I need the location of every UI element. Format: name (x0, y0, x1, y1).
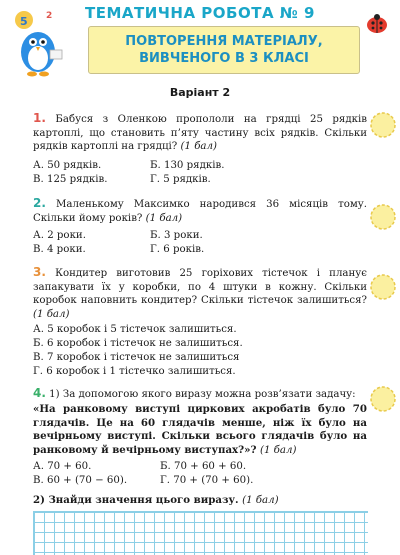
svg-text:2: 2 (46, 11, 53, 21)
q2-option-b: Б. 3 роки. (150, 230, 203, 241)
q4-option-a: А. 70 + 60. (33, 461, 92, 472)
question-4 (33, 387, 367, 402)
question-3-text: Кондитер виготовив 25 горіхових тістечок і планує запакувати їх у коробки, по 4 штуки в кожну. Скільки коробок наповнить кондитер? Скільки тістечок залишиться? (33, 268, 367, 307)
q4-option-c: В. 60 + (70 − 60). (33, 475, 128, 486)
question-1-score: (1 бал) (180, 141, 217, 153)
answer-grid[interactable] (33, 511, 368, 555)
q1-option-a: А. 50 рядків. (33, 160, 102, 171)
question-3 (33, 266, 367, 321)
q4-option-b: Б. 70 + 60 + 60. (160, 461, 247, 472)
q3-option-c: В. 7 коробок і тістечок не залишиться (33, 352, 240, 363)
sun-decoration-icon (368, 384, 398, 414)
question-4-part1: 1) За допомогою якого виразу можна розв’язати задачу: (49, 389, 356, 400)
question-3-score: (1 бал) (33, 308, 70, 320)
question-4-part2-text: 2) Знайди значення цього виразу. (33, 494, 239, 506)
q3-option-a: А. 5 коробок і 5 тістечок залишиться. (33, 324, 237, 335)
worksheet-title: ТЕМАТИЧНА РОБОТА № 9 (84, 4, 315, 22)
question-4-part2-score: (1 бал) (242, 495, 279, 506)
svg-text:5: 5 (20, 15, 28, 28)
bird-mascot-icon (6, 6, 68, 82)
q1-option-c: В. 125 рядків. (33, 174, 108, 185)
question-2-text: Маленькому Максимко народився 36 місяців тому. Скільки йому років? (33, 199, 367, 224)
question-1-number: 1. (33, 111, 46, 125)
sun-decoration-icon (368, 272, 398, 302)
banner-line-1: ПОВТОРЕННЯ МАТЕРІАЛУ, (125, 34, 323, 49)
question-2 (33, 197, 367, 225)
question-4-task-score: (1 бал) (259, 444, 297, 456)
question-2-number: 2. (33, 196, 46, 210)
q2-option-d: Г. 6 років. (150, 244, 205, 255)
q3-option-d: Г. 6 коробок і 1 тістечко залишиться. (33, 366, 236, 377)
question-4-part2 (33, 494, 279, 508)
banner-line-2: ВИВЧЕНОГО В 3 КЛАСІ (139, 51, 309, 66)
q1-option-b: Б. 130 рядків. (150, 160, 225, 171)
question-4-task (33, 403, 367, 457)
sun-decoration-icon (368, 202, 398, 232)
q2-option-c: В. 4 роки. (33, 244, 86, 255)
question-1-text: Бабуся з Оленкою пропололи на грядці 25 рядків картоплі, що становить п’яту частину всіх рядків. Скільки рядків картоплі на грядці? (33, 114, 367, 153)
q2-option-a: А. 2 роки. (33, 230, 86, 241)
ladybug-icon (364, 12, 390, 34)
question-1 (33, 112, 367, 154)
q4-option-d: Г. 70 + (70 + 60). (160, 475, 254, 486)
question-4-task-text: «На ранковому виступі циркових акробатів було 70 глядачів. Це на 60 глядачів менше, ніж їх було на вечірньому виступі. Скільки всього глядачів було на ранковому й вечірньому виступах?»? (33, 403, 367, 456)
sun-decoration-icon (368, 110, 398, 140)
question-3-number: 3. (33, 265, 46, 279)
question-2-score: (1 бал) (145, 212, 183, 224)
variant-label: Варіант 2 (169, 86, 231, 99)
question-4-number: 4. (33, 386, 46, 400)
q3-option-b: Б. 6 коробок і тістечок не залишиться. (33, 338, 243, 349)
q1-option-d: Г. 5 рядків. (150, 174, 211, 185)
topic-banner (88, 26, 360, 74)
